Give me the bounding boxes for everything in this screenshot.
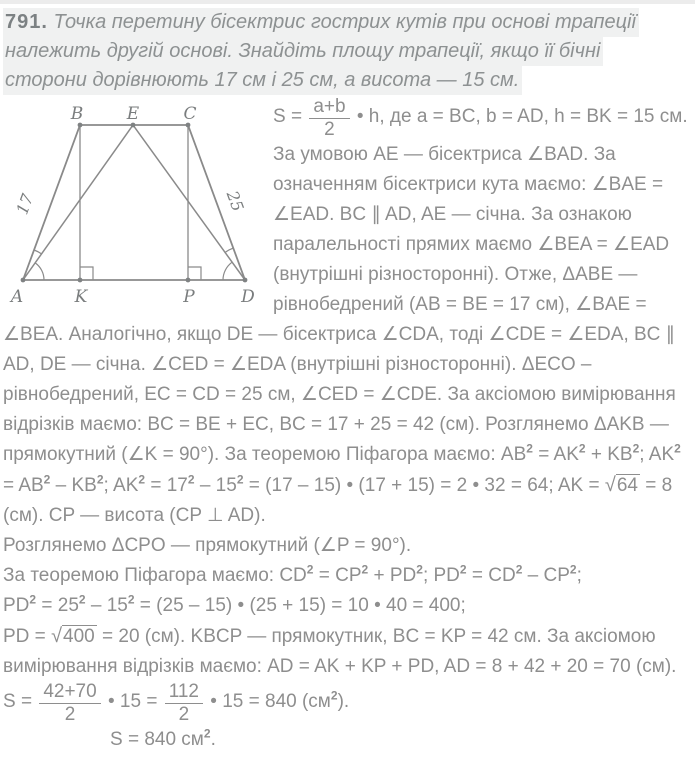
angle-arc-a-lower xyxy=(35,263,44,280)
exponent: 2 xyxy=(203,726,211,741)
exponent: 2 xyxy=(187,472,195,487)
exponent: 2 xyxy=(569,562,577,577)
exponent: 2 xyxy=(29,592,37,607)
fraction: $\frac{112}{2}$ xyxy=(163,682,205,725)
problem-line xyxy=(3,66,522,95)
problem-line xyxy=(3,37,603,66)
fraction: $\frac{42+70}{2}$ xyxy=(37,682,102,725)
exponent: 2 xyxy=(361,562,369,577)
exponent: 2 xyxy=(306,562,314,577)
problem-text: належить другій основі. Знайдіть площу трапеції, якщо її бічні xyxy=(5,40,601,62)
right-angle-mark-k xyxy=(80,267,93,280)
vertex-label-c: C xyxy=(183,104,197,124)
vertex-label-p: P xyxy=(183,287,195,307)
angle-arc-d-lower xyxy=(223,262,232,280)
bisector-ae-line xyxy=(23,125,133,280)
solution-section xyxy=(0,97,695,761)
vertex-label-k: K xyxy=(74,287,88,307)
angle-arc-a-upper xyxy=(34,250,41,254)
exponent: 2 xyxy=(416,562,423,577)
solution-final-answer: S = 840 $см^2$. xyxy=(110,726,216,750)
right-angle-mark-p xyxy=(188,267,201,280)
square-root: √64 xyxy=(604,474,638,496)
vertex-label-d: D xyxy=(241,287,255,307)
angle-arc-d-upper xyxy=(225,248,233,252)
trapezoid-outline xyxy=(23,125,248,280)
exponent: 2 xyxy=(138,472,146,487)
side-length-right-label: 25 xyxy=(222,188,248,214)
solution-flow: S = $\frac{a+b}{2}$ • h, де a = BC, b = AD, h = BK = 15 см. За умовою AE — бісектриса ∠BAD. За означенням бісектриси кута маємо: ∠BAE = ∠EAD. BC ∥ AD, AE — січна. За ознакою паралельності прямих маємо ∠BEA = ∠EAD (внутрішні різносторонні). Отже, ΔABE — рівнобедрений (AB = BE = 17 см), ∠BAE = ∠BEA. Аналогічно, якщо DE — бісектриса ∠CDA, тоді ∠CDE = ∠EDA, BC ∥ AD, DE — січна. ∠CED = ∠EDA (внутрішні різносторонні). ΔECO – рівнобедрений, EC = CD = 25 см, ∠CED = ∠CDE. За аксіомою вимірювання відрізків маємо: BC = BE + EC, BC = 17 + 25 = 42 (см). Розглянемо ΔAKB — прямокутний (∠K = 90°). За теоремою Піфагора маємо: $AB^2 = AK^2 + KB^2$; $AK^2 = AB^2 - KB^2$; $AK^2 = 17^2 - 15^2 = (17 - 15)$ • (17 + 15) = 2 • 32 = 64; AK = √64 = 8 (см). CP — висота (CP ⊥ AD). Розглянемо ΔCPO — прямокутний (∠P = 90°). За теоремою Піфагора маємо: $CD^2 = CP^2 + PD^2$; $PD^2 = CD^2 - CP^2$; $PD^2 = 25^2 - 15^2 = (25 - 15)$ • (25 + 15) = 10 • 40 = 400; PD = √400 = 20 (см). KBCP — прямокутник, BC = KP = 42 см. За аксіомою вимірювання відрізків маємо: AD = AK + KP + PD, AD = 8 + 42 + 20 = 70 (см). S = $\frac{42+70}{2}$ • 15 = $\frac{112}{2}$ • 15 = 840 $(см^2)$. xyxy=(3,96,688,725)
exponent: 2 xyxy=(674,441,681,456)
exponent: 2 xyxy=(43,472,51,487)
square-root: √400 xyxy=(51,625,95,647)
exponent: 2 xyxy=(78,592,86,607)
fraction: $\frac{a+b}{2}$ xyxy=(307,97,351,140)
vertex-label-b: B xyxy=(70,104,84,124)
vertex-label-e: E xyxy=(126,104,140,124)
exponent: 2 xyxy=(459,562,467,577)
exponent: 2 xyxy=(96,472,104,487)
problem-line xyxy=(3,8,639,37)
problem-text: сторони дорівнюють 17 см і 25 см, а висота — 15 см. xyxy=(5,69,520,91)
vertex-label-a: A xyxy=(10,287,24,307)
exponent: 2 xyxy=(515,562,523,577)
problem-text: Точка перетину бісектрис гострих кутів при основі трапеції xyxy=(53,11,636,33)
trapezoid-figure xyxy=(3,99,265,307)
problem-statement xyxy=(0,4,695,97)
exponent: 2 xyxy=(632,441,640,456)
exponent: 2 xyxy=(127,592,135,607)
problem-number: 791. xyxy=(5,11,48,33)
exponent: 2 xyxy=(526,441,533,456)
exponent: 2 xyxy=(578,441,586,456)
side-length-left-label: 17 xyxy=(12,191,38,217)
vertex-dots xyxy=(21,123,248,283)
exponent: 2 xyxy=(330,688,338,703)
exponent: 2 xyxy=(236,472,244,487)
